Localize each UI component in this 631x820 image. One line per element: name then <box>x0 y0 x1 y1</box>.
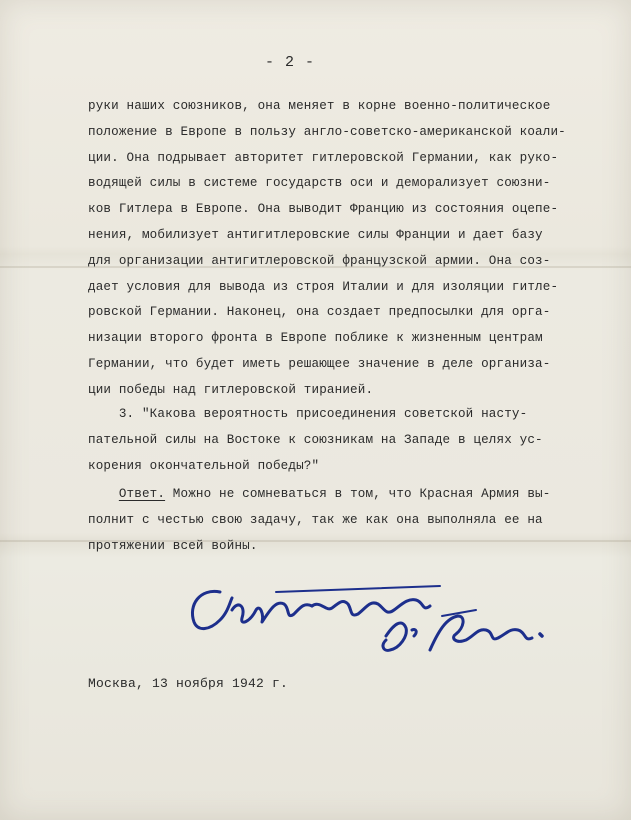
question-line: пательной силы на Востоке к союзникам на Западе в целях ус- <box>88 432 543 447</box>
paragraph-line: низации второго фронта в Европе поблике к жизненным центрам <box>88 331 543 346</box>
paragraph-line: ции. Она подрывает авторитет гитлеровской Германии, как руко- <box>88 150 559 165</box>
answer-first-line <box>88 482 588 508</box>
dateline: Москва, 13 ноября 1942 г. <box>88 676 289 691</box>
paragraph-1 <box>88 94 588 404</box>
answer-line: протяжении всей войны. <box>88 538 258 553</box>
answer-first-line-text: Можно не сомневаться в том, что Красная Армия вы- <box>165 487 551 501</box>
paragraph-line: для организации антигитлеровской французской армии. Она соз- <box>88 253 551 268</box>
paragraph-line: руки наших союзников, она меняет в корне военно-политическое <box>88 99 551 113</box>
paragraph-line: положение в Европе в пользу англо-советско-американской коали- <box>88 124 566 139</box>
page-number: - 2 - <box>264 54 315 71</box>
paragraph-line: ков Гитлера в Европе. Она выводит Францию из состояния оцепе- <box>88 202 559 217</box>
question-3 <box>88 402 588 479</box>
question-line: 3. "Какова вероятность присоединения советской насту- <box>88 407 528 421</box>
answer-paragraph <box>88 482 588 559</box>
answer-line: полнит с честью свою задачу, так же как она выполняла ее на <box>88 512 543 527</box>
paragraph-line: дает условия для вывода из строя Италии и для изоляции гитле- <box>88 279 559 294</box>
paragraph-line: ции победы над гитлеровской тиранией. <box>88 382 374 397</box>
paragraph-line: ровской Германии. Наконец, она создает предпосылки для орга- <box>88 305 551 320</box>
paragraph-line: водящей силы в системе государств оси и деморализует союзни- <box>88 176 551 191</box>
paragraph-line: нения, мобилизует антигитлеровские силы Франции и дает базу <box>88 227 543 242</box>
handwritten-signature <box>180 570 560 670</box>
paragraph-line: Германии, что будет иметь решающее значение в деле организа- <box>88 356 551 371</box>
question-line: корения окончательной победы?" <box>88 458 320 473</box>
answer-label: Ответ. <box>118 487 166 501</box>
